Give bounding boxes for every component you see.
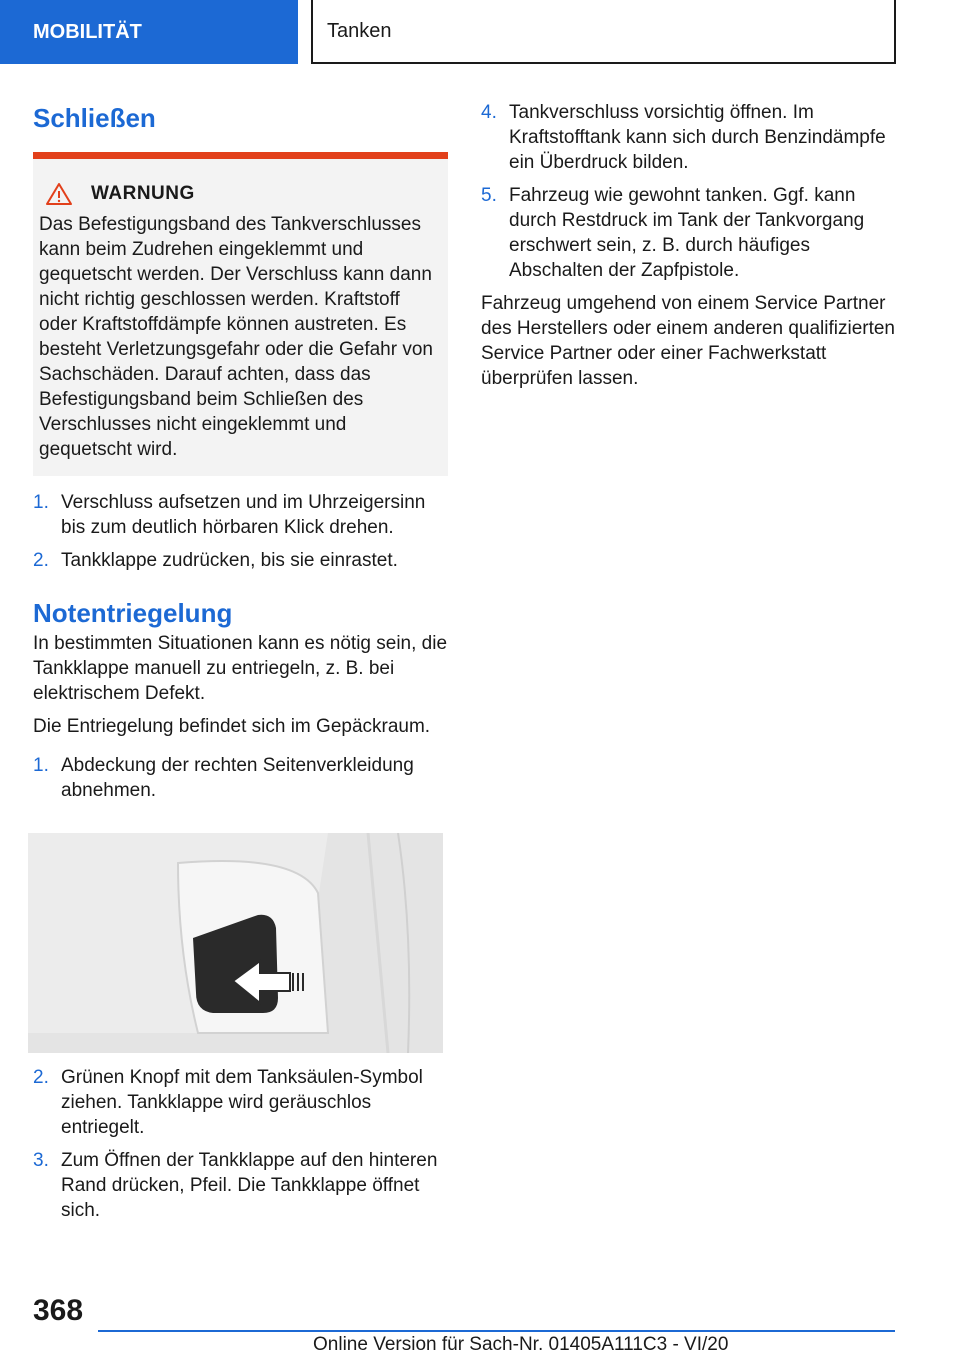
warning-title: WARNUNG [91, 183, 195, 204]
section-tab [0, 0, 298, 64]
step-text: Tankklappe zudrücken, bis sie einrastet. [61, 550, 398, 571]
close-steps [33, 490, 448, 573]
step-item [33, 1148, 448, 1223]
heading-close: Schließen [33, 103, 156, 133]
warning-text: Das Befestigungsband des Tankverschlusses kann beim Zudrehen eingeklemmt und gequetscht werden. Der Verschluss kann dann nicht richtig geschlossen werden. Kraftstoff oder Kraftstoffdämpfe können austreten. Es besteht Verletzungsgefahr oder die Gefahr von Sachschäden. Darauf achten, dass das Befestigungsband beim Schließen des Verschlusses nicht eingeklemmt und gequetscht wird. [39, 214, 433, 460]
step-number: 4. [481, 102, 497, 123]
heading-emergency: Notentriegelung [33, 598, 233, 628]
warning-box [33, 159, 448, 476]
page-title-box [311, 0, 896, 64]
right-column [481, 100, 901, 391]
closing-text: Fahrzeug umgehend von einem Service Partner des Herstellers oder einem anderen qualifizierten Service Partner oder einer Fachwerkstatt überprüfen lassen. [481, 293, 896, 389]
section-label: MOBILITÄT [33, 20, 142, 43]
step-item [481, 183, 901, 283]
intro-text: In bestimmten Situationen kann es nötig sein, die Tankklappe manuell zu entriegeln, z. B. bei elektrischem Defekt. [33, 633, 448, 704]
step-text: Verschluss aufsetzen und im Uhrzeigersinn bis zum deutlich hörbaren Klick drehen. [61, 492, 426, 538]
step-number: 2. [33, 550, 49, 571]
warning-triangle-icon [45, 182, 73, 206]
step-item [33, 753, 448, 803]
step-number: 3. [33, 1150, 49, 1171]
step-item [33, 548, 448, 573]
location-text: Die Entriegelung befindet sich im Gepäckraum. [33, 716, 431, 737]
step-text: Zum Öffnen der Tankklappe auf den hinteren Rand drücken, Pfeil. Die Tankklappe öffnet sich. [61, 1150, 438, 1221]
footer-online-version: Online Version für Sach-Nr. 01405A111C3 - VI/20 [313, 1334, 729, 1355]
emergency-steps-3 [481, 100, 901, 283]
warning-bar [33, 152, 448, 159]
step-text: Tankverschluss vorsichtig öffnen. Im Kraftstofftank kann sich durch Benzindämpfe ein Überdruck bilden. [509, 102, 886, 173]
step-item [481, 100, 901, 175]
trunk-panel-drawing [28, 833, 443, 1053]
page-number: 368 [33, 1294, 84, 1327]
step-text: Fahrzeug wie gewohnt tanken. Ggf. kann durch Restdruck im Tank der Tankvorgang erschwert sein, z. B. durch häufiges Abschalten der Zapfpistole. [509, 185, 865, 281]
emergency-steps-2 [33, 1065, 448, 1223]
step-number: 2. [33, 1067, 49, 1088]
step-number: 5. [481, 185, 497, 206]
warning-header [45, 181, 438, 206]
footer-rule [98, 1330, 895, 1332]
left-column [33, 100, 448, 1231]
emergency-steps-1 [33, 753, 448, 803]
step-text: Grünen Knopf mit dem Tanksäulen-Symbol ziehen. Tankklappe wird geräuschlos entriegelt. [61, 1067, 423, 1138]
step-item [33, 490, 448, 540]
step-item [33, 1065, 448, 1140]
step-text: Abdeckung der rechten Seitenverkleidung abnehmen. [61, 755, 414, 801]
step-number: 1. [33, 492, 49, 513]
trunk-release-illustration [28, 833, 443, 1053]
page-title: Tanken [327, 19, 392, 42]
step-number: 1. [33, 755, 49, 776]
